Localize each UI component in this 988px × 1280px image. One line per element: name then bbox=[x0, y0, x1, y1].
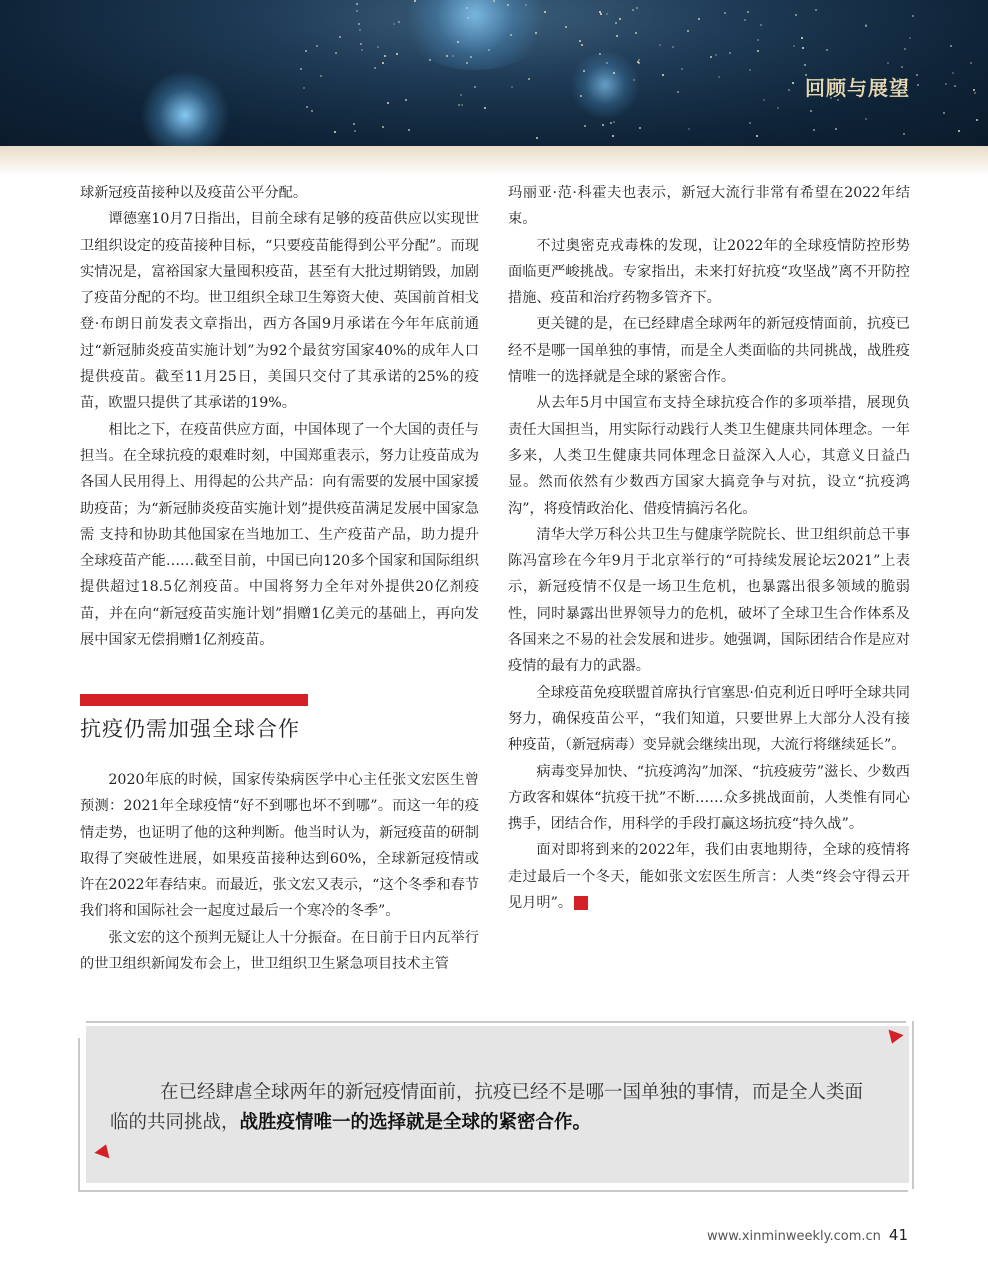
star-dot bbox=[429, 59, 431, 61]
paragraph: 不过奥密克戎毒株的发现，让2022年的全球疫情防控形势面临更严峻挑战。专家指出，未来打好抗疫“攻坚战”离不开防控措施、疫苗和治疗药物多管齐下。 bbox=[508, 237, 910, 307]
star-dot bbox=[950, 45, 952, 47]
star-dot bbox=[616, 35, 618, 37]
star-dot bbox=[579, 40, 581, 42]
star-dot bbox=[382, 62, 384, 64]
pull-quote-box bbox=[86, 1026, 909, 1183]
star-dot bbox=[916, 74, 918, 76]
star-dot bbox=[710, 56, 712, 58]
paragraph: 全球疫苗免疫联盟首席执行官塞思·伯克利近日呼吁全球共同努力，确保疫苗公平，“我们知道，只要世界上大部分人没有接种疫苗，（新冠病毒）变异就会继续出现，大流行将继续延长”。 bbox=[508, 684, 910, 754]
paragraph: 病毒变异加快、“抗疫鸿沟”加深、“抗疫疲劳”滋长、少数西方政客和媒体“抗疫干扰”不断……众多挑战面前，人类惟有同心携手，团结合作，用科学的手段打赢这场抗疫“持久战”。 bbox=[508, 763, 910, 833]
star-dot bbox=[756, 135, 758, 137]
star-dot bbox=[358, 23, 360, 25]
quote-border bbox=[78, 1190, 908, 1192]
paragraph: 玛丽亚·范·科霍夫也表示，新冠大流行非常有希望在2022年结束。 bbox=[508, 185, 910, 228]
star-dot bbox=[612, 135, 614, 137]
light-glow bbox=[395, 0, 555, 70]
star-dot bbox=[763, 99, 765, 101]
star-dot bbox=[749, 122, 751, 124]
star-dot bbox=[525, 4, 527, 6]
star-dot bbox=[788, 89, 790, 91]
star-dot bbox=[384, 55, 386, 57]
star-dot bbox=[912, 15, 914, 17]
pull-quote-bold: 战胜疫情唯一的选择就是全球的紧密合作。 bbox=[239, 1112, 592, 1133]
banner-fade bbox=[0, 146, 988, 176]
star-dot bbox=[316, 45, 318, 47]
star-dot bbox=[639, 127, 641, 129]
star-dot bbox=[672, 46, 674, 48]
star-dot bbox=[353, 123, 355, 125]
star-dot bbox=[606, 13, 608, 15]
star-dot bbox=[636, 7, 638, 9]
header-banner bbox=[0, 0, 988, 146]
star-dot bbox=[339, 36, 341, 38]
star-dot bbox=[835, 128, 837, 130]
right-column bbox=[508, 180, 910, 916]
star-dot bbox=[744, 19, 746, 21]
star-dot bbox=[300, 68, 302, 70]
star-dot bbox=[474, 86, 476, 88]
footer-url: www.xinminweekly.com.cn bbox=[706, 1229, 881, 1244]
star-dot bbox=[945, 83, 947, 85]
star-dot bbox=[320, 75, 322, 77]
star-dot bbox=[460, 94, 462, 96]
star-dot bbox=[970, 62, 972, 64]
star-dot bbox=[396, 53, 398, 55]
star-dot bbox=[387, 102, 389, 104]
section-divider-bar bbox=[80, 694, 308, 706]
left-column-lower bbox=[80, 767, 479, 977]
star-dot bbox=[334, 131, 336, 133]
star-dot bbox=[729, 52, 731, 54]
star-dot bbox=[615, 22, 617, 24]
star-dot bbox=[311, 110, 313, 112]
star-dot bbox=[377, 46, 379, 48]
star-dot bbox=[467, 17, 469, 19]
star-dot bbox=[760, 24, 762, 26]
star-dot bbox=[507, 4, 509, 6]
quote-border bbox=[78, 1038, 80, 1190]
star-dot bbox=[815, 9, 817, 11]
light-glow bbox=[140, 70, 230, 146]
star-dot bbox=[393, 23, 395, 25]
star-dot bbox=[718, 76, 720, 78]
red-corner-flag-icon bbox=[94, 1142, 113, 1159]
star-dot bbox=[359, 29, 361, 31]
star-dot bbox=[662, 74, 664, 76]
star-dot bbox=[777, 107, 779, 109]
star-dot bbox=[909, 37, 911, 39]
star-dot bbox=[903, 133, 905, 135]
star-dot bbox=[747, 11, 749, 13]
star-dot bbox=[466, 62, 468, 64]
star-dot bbox=[306, 106, 308, 108]
paragraph-text: 面对即将到来的2022年，我们由衷地期待，全球的疫情将走过最后一个冬天，能如张文宏医生所言：人类“终会守得云开见月明”。 bbox=[508, 842, 910, 912]
star-dot bbox=[398, 21, 400, 23]
paragraph: 相比之下，在疫苗供应方面，中国体现了一个大国的责任与担当。在全球抗疫的艰难时刻，中国郑重表示，努力让疫苗成为各国人民用得上、用得起的公共产品：向有需要的发展中国家援助疫苗；为“新冠肺炎疫苗实施计划”提供疫苗满足发展中国家急需 支持和协助其他国家在当地加工、生产疫苗产品，助力提升全球疫苗产能……截至目前，中国已向120多个国家和国际组织提供超过18.5亿剂疫苗。中国将努力全年对外提供20亿剂疫苗，并在向“新冠疫苗实施计划”捐赠1亿美元的基础上，再向发展中国家无偿捐赠1亿剂疫苗。 bbox=[80, 421, 479, 649]
star-dot bbox=[943, 112, 945, 114]
quote-border bbox=[86, 1021, 906, 1023]
star-dot bbox=[688, 128, 690, 130]
star-dot bbox=[749, 69, 751, 71]
star-dot bbox=[810, 110, 812, 112]
star-dot bbox=[638, 59, 640, 61]
star-dot bbox=[583, 70, 585, 72]
final-paragraph bbox=[508, 837, 910, 916]
star-dot bbox=[757, 39, 759, 41]
star-dot bbox=[793, 45, 795, 47]
star-dot bbox=[610, 122, 612, 124]
end-mark-icon: 民 bbox=[574, 896, 588, 910]
paragraph: 更关键的是，在已经肆虐全球两年的新冠疫情面前，抗疫已经不是哪一国单独的事情，而是全人类面临的共同挑战，战胜疫情唯一的选择就是全球的紧密合作。 bbox=[508, 316, 910, 386]
paragraph: 球新冠疫苗接种以及疫苗公平分配。 bbox=[80, 185, 308, 201]
star-dot bbox=[619, 18, 621, 20]
star-dot bbox=[356, 3, 358, 5]
star-dot bbox=[305, 50, 307, 52]
star-dot bbox=[452, 55, 454, 57]
star-dot bbox=[904, 48, 906, 50]
star-dot bbox=[638, 62, 640, 64]
left-column bbox=[80, 180, 479, 653]
paragraph: 从去年5月中国宣布支持全球抗疫合作的多项举措，展现负责任大国担当，用实际行动践行人类卫生健康共同体理念。一年多来，人类卫生健康共同体理念日益深入人心，其意义日益凸显。然而依然有少数西方国家大搞竞争与对抗，设立“抗疫鸿沟”，将疫情政治化、借疫情搞污名化。 bbox=[508, 395, 910, 517]
star-dot bbox=[917, 84, 919, 86]
star-dot bbox=[687, 30, 689, 32]
star-dot bbox=[536, 137, 538, 139]
star-dot bbox=[511, 86, 513, 88]
star-dot bbox=[887, 62, 889, 64]
star-dot bbox=[635, 32, 637, 34]
star-dot bbox=[659, 44, 661, 46]
star-dot bbox=[405, 99, 407, 101]
light-glow bbox=[570, 50, 640, 120]
star-dot bbox=[801, 37, 803, 39]
pull-quote-text bbox=[110, 1078, 880, 1138]
star-dot bbox=[698, 18, 700, 20]
star-dot bbox=[715, 54, 717, 56]
star-dot bbox=[528, 78, 530, 80]
paragraph: 清华大学万科公共卫生与健康学院院长、世卫组织前总干事陈冯富珍在今年9月于北京举行的“可持续发展论坛2021”上表示，新冠疫情不仅是一场卫生危机，也暴露出很多领域的脆弱性，同时暴露出世界领导力的危机，破坏了全球卫生合作体系及各国来之不易的社会发展和进步。她强调，国际团结合作是应对疫情的最有力的武器。 bbox=[508, 526, 910, 675]
star-dot bbox=[602, 124, 604, 126]
section-subheading: 抗疫仍需加强全球合作 bbox=[80, 717, 300, 741]
page-number: 41 bbox=[888, 1226, 908, 1244]
pull-quote-regular: 在已经肆虐全球两年的新冠疫情面前，抗疫已经不是哪一国单独的事情，而是全人类面临的共同挑战， bbox=[110, 1082, 863, 1133]
star-dot bbox=[584, 125, 586, 127]
star-dot bbox=[565, 26, 567, 28]
star-dot bbox=[361, 49, 363, 51]
star-dot bbox=[976, 119, 978, 121]
star-dot bbox=[303, 87, 305, 89]
paragraph: 谭德塞10月7日指出，目前全球有足够的疫苗供应以实现世卫组织设定的疫苗接种目标，“只要疫苗能得到公平分配”。而现实情况是，富裕国家大量囤积疫苗，甚至有大批过期销毁，加剧了疫苗分配的不均。世卫组织全球卫生筹资大使、英国前首相戈登·布朗日前发表文章指出，西方各国9月承诺在今年年底前通过“新冠肺炎疫苗实施计划”为92个最贫穷国家40%的成年人口提供疫苗。截至11月25日，美国只交付了其承诺的25%的疫苗，欧盟只提供了其承诺的19%。 bbox=[80, 211, 479, 412]
star-dot bbox=[677, 91, 679, 93]
star-dot bbox=[632, 9, 634, 11]
paragraph: 2020年底的时候，国家传染病医学中心主任张文宏医生曾预测：2021年全球疫情“好不到哪也坏不到哪”。而这一年的疫情走势，也证明了他的这种判断。他当时认为，新冠疫苗的研制取得了突破性进展，如果疫苗接种达到60%，全球新冠疫情或许在2022年春结束。而最近，张文宏又表示，“这个冬季和春节我们将和国际社会一起度过最后一个寒冷的冬季”。 bbox=[80, 772, 479, 920]
star-dot bbox=[826, 49, 828, 51]
star-dot bbox=[954, 85, 956, 87]
star-dot bbox=[356, 10, 358, 12]
red-corner-flag-icon bbox=[884, 1030, 903, 1047]
star-dot bbox=[952, 72, 954, 74]
quote-border bbox=[912, 1021, 914, 1189]
star-dot bbox=[802, 47, 804, 49]
section-title: 回顾与展望 bbox=[805, 76, 910, 100]
star-dot bbox=[804, 64, 806, 66]
star-dot bbox=[599, 53, 601, 55]
star-dot bbox=[458, 104, 460, 106]
star-dot bbox=[461, 104, 463, 106]
star-dot bbox=[757, 50, 759, 52]
star-dot bbox=[865, 25, 867, 27]
page-footer bbox=[707, 1226, 908, 1244]
paragraph: 张文宏的这个预判无疑让人十分振奋。在日前于日内瓦举行的世卫组织新闻发布会上，世卫组织卫生紧急项目技术主管 bbox=[80, 929, 479, 973]
star-dot bbox=[795, 14, 797, 16]
star-dot bbox=[958, 130, 960, 132]
star-dot bbox=[901, 66, 903, 68]
star-dot bbox=[581, 44, 583, 46]
star-dot bbox=[724, 12, 726, 14]
star-dot bbox=[374, 67, 376, 69]
star-dot bbox=[408, 129, 410, 131]
star-dot bbox=[865, 118, 867, 120]
star-dot bbox=[493, 0, 495, 2]
star-dot bbox=[484, 107, 486, 109]
star-dot bbox=[382, 126, 384, 128]
star-dot bbox=[600, 13, 602, 15]
star-dot bbox=[792, 82, 794, 84]
star-dot bbox=[510, 34, 512, 36]
star-dot bbox=[613, 121, 615, 123]
star-dot bbox=[360, 43, 362, 45]
star-dot bbox=[335, 52, 337, 54]
star-dot bbox=[466, 7, 468, 9]
star-dot bbox=[973, 89, 975, 91]
star-dot bbox=[813, 129, 815, 131]
star-dot bbox=[681, 68, 683, 70]
star-dot bbox=[974, 92, 976, 94]
star-dot bbox=[354, 130, 356, 132]
